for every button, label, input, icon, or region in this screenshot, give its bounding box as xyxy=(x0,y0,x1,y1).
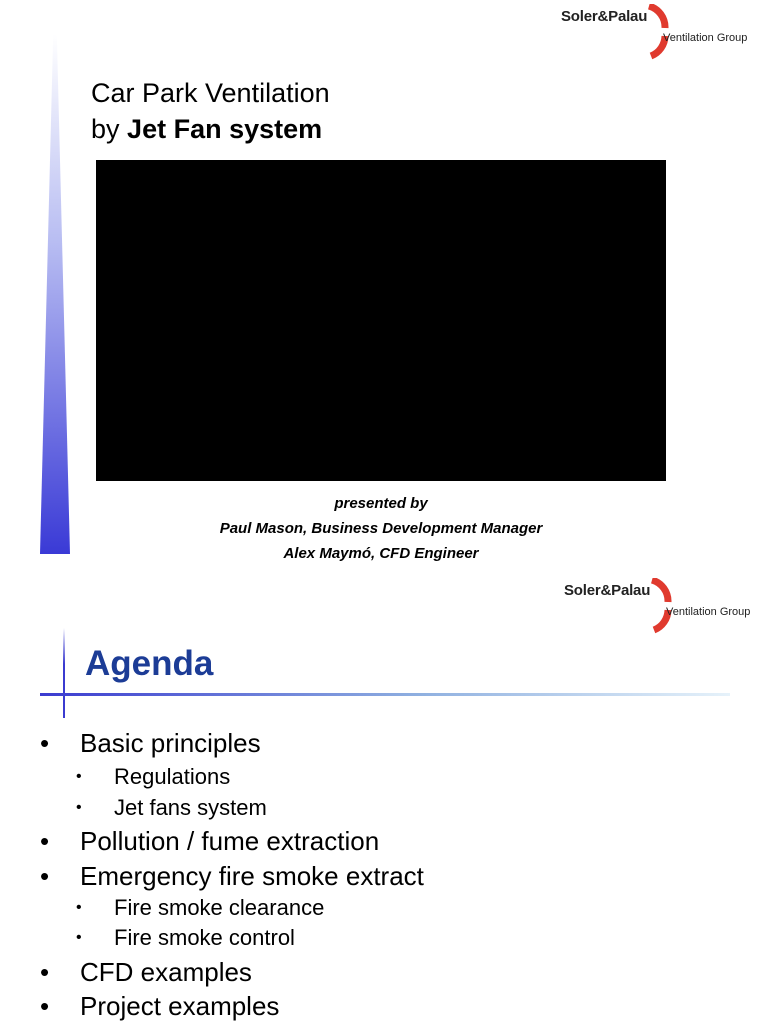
bullet-icon: • xyxy=(76,929,82,946)
title-bold: Jet Fan system xyxy=(127,114,323,144)
bullet-icon: • xyxy=(40,991,50,1021)
logo-group-text: Ventilation Group xyxy=(663,32,748,44)
slide-title-line2 xyxy=(91,114,322,145)
soler-palau-logo xyxy=(561,4,768,60)
agenda-title: Agenda xyxy=(85,644,214,683)
list-item-text: Basic principles xyxy=(80,728,261,758)
list-item-text: Jet fans system xyxy=(114,795,267,820)
agenda-slide xyxy=(0,572,768,1024)
bullet-icon: • xyxy=(40,826,50,856)
logo-group-text: Ventilation Group xyxy=(666,606,751,618)
bullet-icon: • xyxy=(40,861,50,891)
black-media-placeholder xyxy=(96,160,666,481)
credits-line: Paul Mason, Business Development Manager xyxy=(219,520,543,537)
credits-line: Alex Maymó, CFD Engineer xyxy=(283,545,479,562)
credits-line: presented by xyxy=(334,495,428,512)
bullet-icon: • xyxy=(76,768,82,785)
list-item-text: Fire smoke clearance xyxy=(114,895,325,920)
title-prefix: by xyxy=(91,114,120,144)
decorative-gradient-wedge xyxy=(40,34,70,554)
decorative-vertical-line xyxy=(63,628,65,718)
list-item-text: Pollution / fume extraction xyxy=(80,826,380,856)
list-item-text: Fire smoke control xyxy=(114,925,295,950)
list-item-text: Project examples xyxy=(80,991,280,1021)
list-item-text: Emergency fire smoke extract xyxy=(80,861,424,891)
slide-title-line1: Car Park Ventilation xyxy=(91,78,330,108)
bullet-icon: • xyxy=(40,957,50,987)
logo-brand-text: Soler&Palau xyxy=(561,8,648,25)
decorative-horizontal-line xyxy=(40,693,730,696)
bullet-icon: • xyxy=(76,799,82,816)
soler-palau-logo xyxy=(564,578,768,634)
list-item-text: Regulations xyxy=(114,764,231,789)
presenter-credits xyxy=(96,491,666,566)
list-item-text: CFD examples xyxy=(80,957,252,987)
logo-brand-text: Soler&Palau xyxy=(564,582,651,599)
bullet-icon: • xyxy=(40,728,50,758)
bullet-icon: • xyxy=(76,899,82,916)
